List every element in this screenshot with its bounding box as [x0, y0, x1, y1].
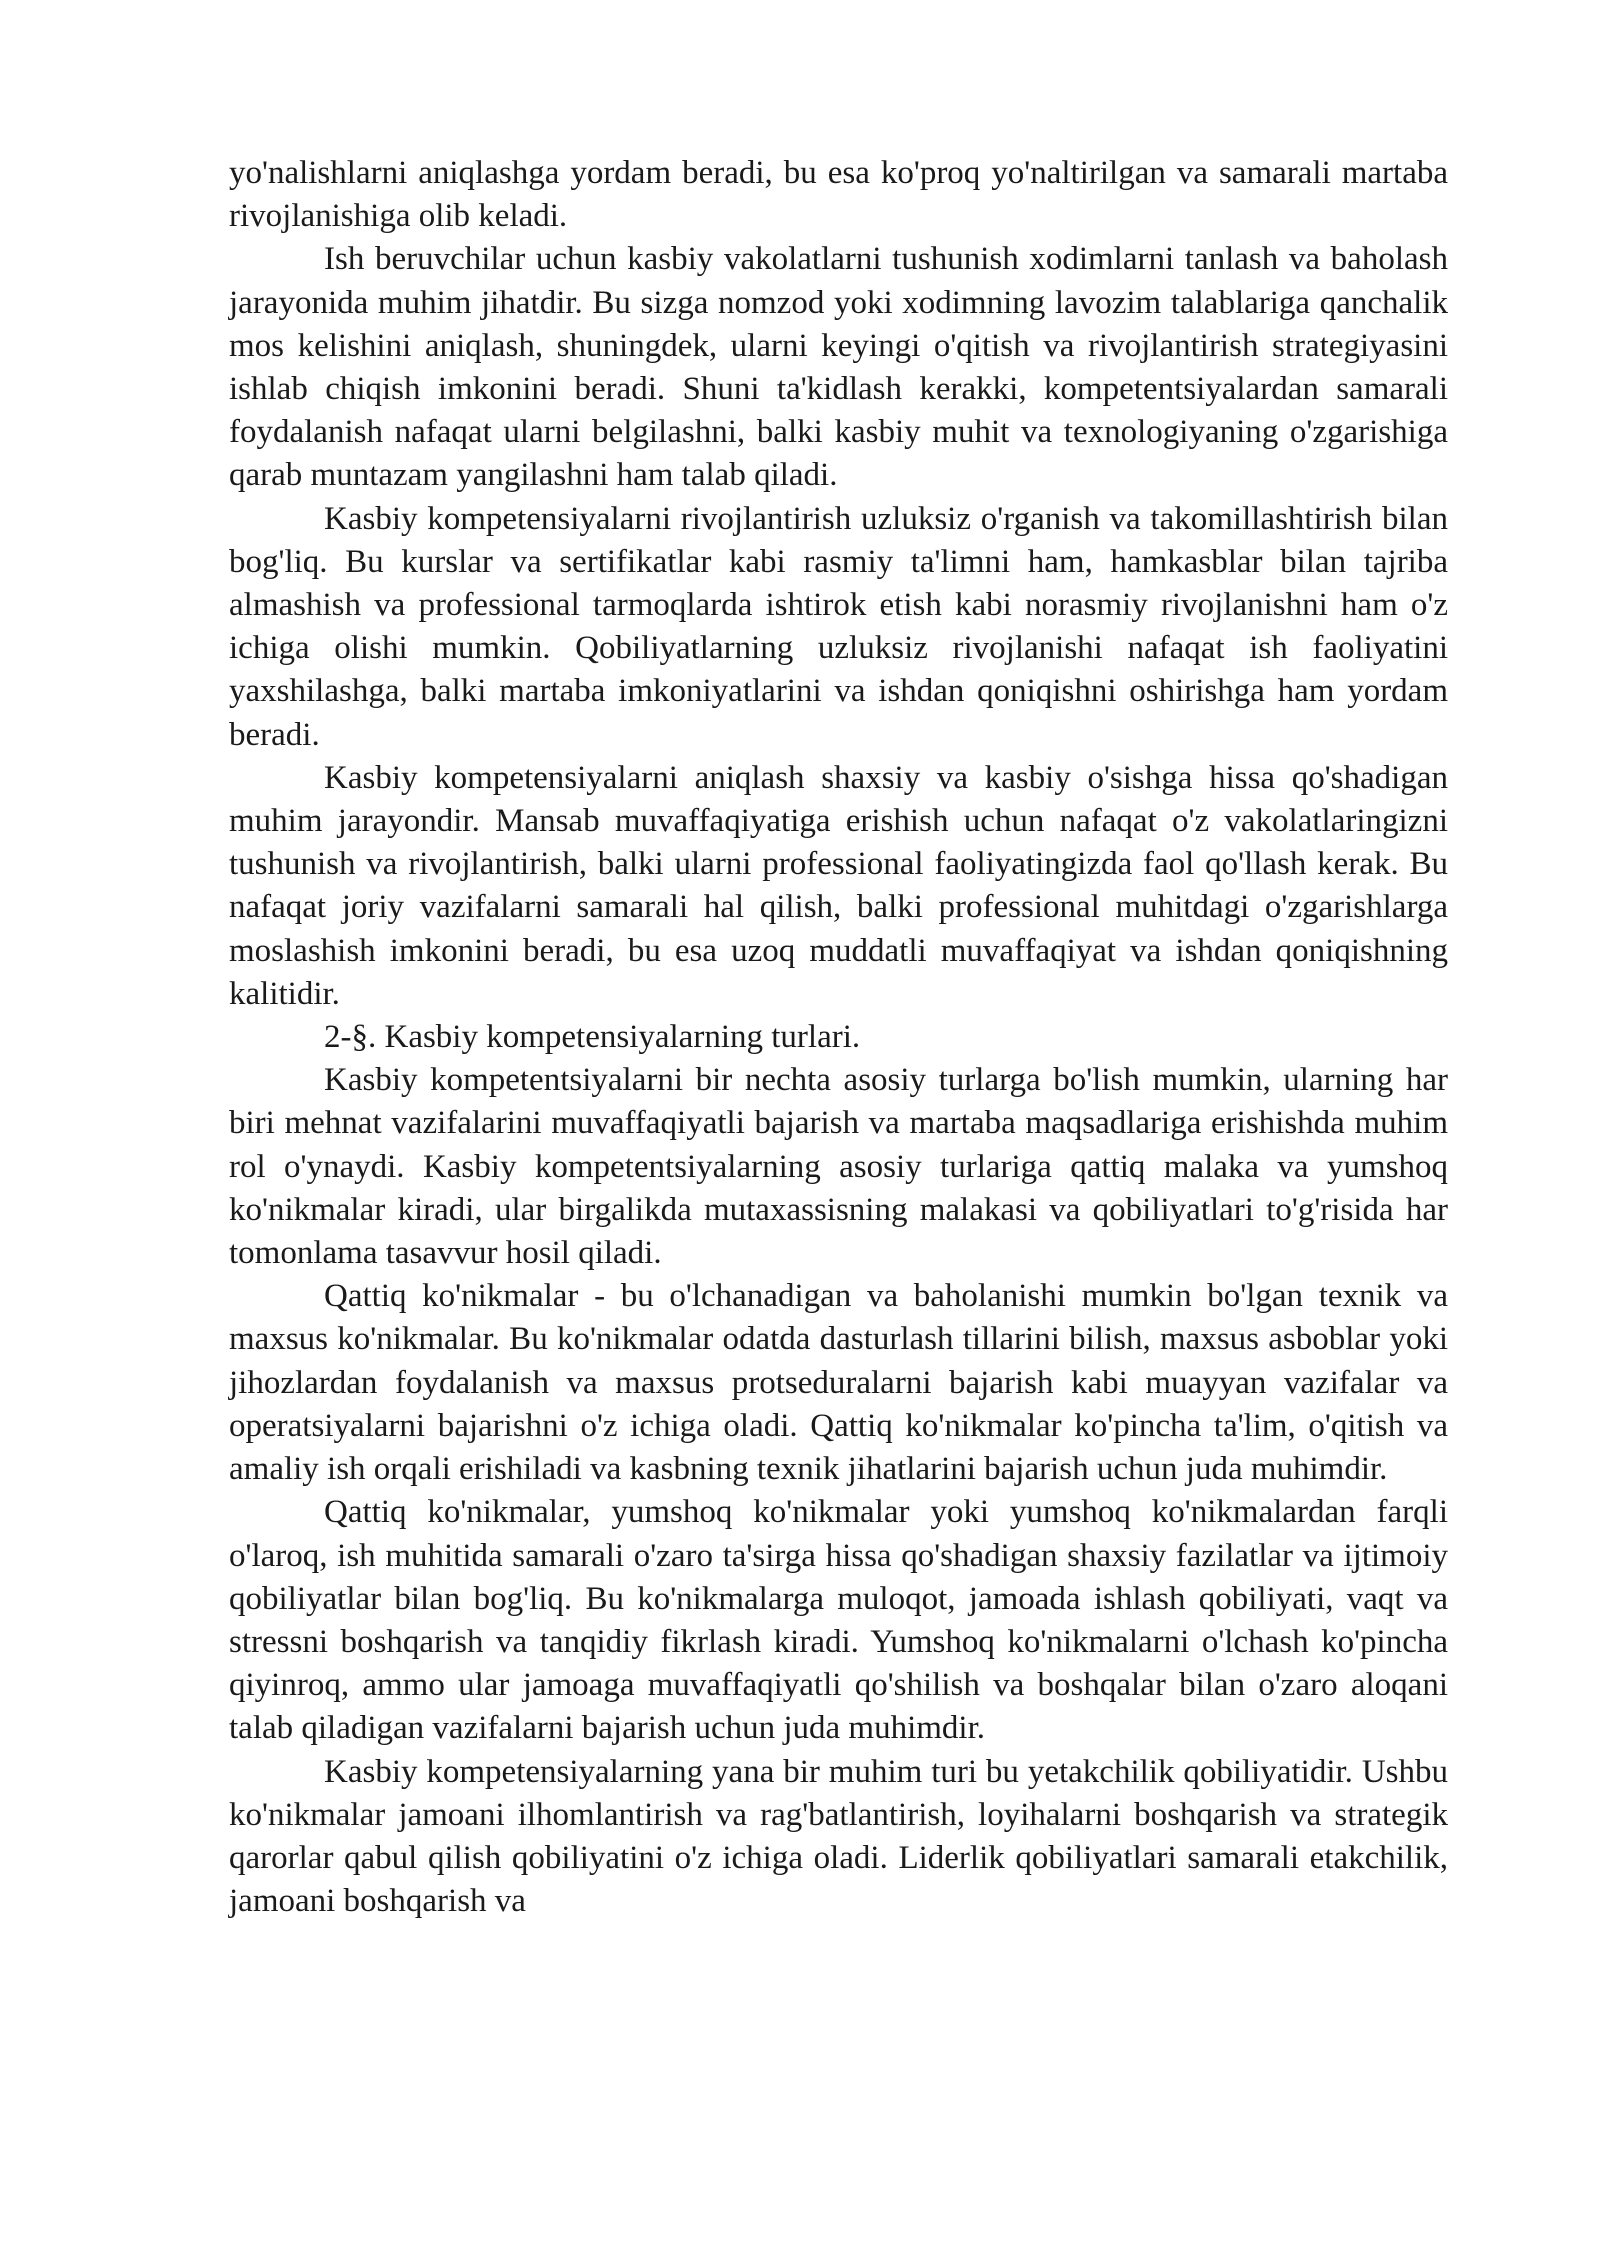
paragraph-leadership: Kasbiy kompetensiyalarning yana bir muhim turi bu yetakchilik qobiliyatidir. Ushbu ko'nikmalar jamoani ilhomlantirish va rag'batlantirish, loyihalarni boshqarish va strategik qarorlar qabul qilish qobiliyatini o'z ichiga oladi. Liderlik qobiliyatlari samarali etakchilik, jamoani boshqarish va	[229, 1753, 1448, 1920]
paragraph-development: Kasbiy kompetensiyalarni rivojlantirish uzluksiz o'rganish va takomillashtirish bilan bog'liq. Bu kurslar va sertifikatlar kabi rasmiy ta'limni ham, hamkasblar bilan tajriba almashish va professional tarmoqlarda ishtirok etish kabi norasmiy rivojlanishni ham o'z ichiga olishi mumkin. Qobiliyatlarning uzluksiz rivojlanishi nafaqat ish faoliyatini yaxshilashga, balki martaba imkoniyatlarini va ishdan qoniqishni oshirishga ham yordam beradi.	[229, 500, 1448, 753]
document-page	[229, 152, 1448, 1923]
paragraph-identification: Kasbiy kompetensiyalarni aniqlash shaxsiy va kasbiy o'sishga hissa qo'shadigan muhim jarayondir. Mansab muvaffaqiyatiga erishish uchun nafaqat o'z vakolatlaringizni tushunish va rivojlantirish, balki ularni professional faoliyatingizda faol qo'llash kerak. Bu nafaqat joriy vazifalarni samarali hal qilish, balki professional muhitdagi o'zgarishlarga moslashish imkonini beradi, bu esa uzoq muddatli muvaffaqiyat va ishdan qoniqishning kalitidir.	[229, 759, 1448, 1012]
section-heading: 2-§. Kasbiy kompetensiyalarning turlari.	[324, 1019, 861, 1056]
paragraph-continuation: yo'nalishlarni aniqlashga yordam beradi, bu esa ko'proq yo'naltirilgan va samarali martaba rivojlanishiga olib keladi.	[229, 155, 1448, 235]
paragraph-soft-skills: Qattiq ko'nikmalar, yumshoq ko'nikmalar yoki yumshoq ko'nikmalardan farqli o'laroq, ish muhitida samarali o'zaro ta'sirga hissa qo'shadigan shaxsiy fazilatlar va ijtimoiy qobiliyatlar bilan bog'liq. Bu ko'nikmalarga muloqot, jamoada ishlash qobiliyati, vaqt va stressni boshqarish va tanqidiy fikrlash kiradi. Yumshoq ko'nikmalarni o'lchash ko'pincha qiyinroq, ammo ular jamoaga muvaffaqiyatli qo'shilish va boshqalar bilan o'zaro aloqani talab qiladigan vazifalarni bajarish uchun juda muhimdir.	[229, 1494, 1448, 1747]
paragraph-hard-skills: Qattiq ko'nikmalar - bu o'lchanadigan va baholanishi mumkin bo'lgan texnik va maxsus ko'nikmalar. Bu ko'nikmalar odatda dasturlash tillarini bilish, maxsus asboblar yoki jihozlardan foydalanish va maxsus protseduralarni bajarish kabi muayyan vazifalar va operatsiyalarni bajarishni o'z ichiga oladi. Qattiq ko'nikmalar ko'pincha ta'lim, o'qitish va amaliy ish orqali erishiladi va kasbning texnik jihatlarini bajarish uchun juda muhimdir.	[229, 1278, 1448, 1488]
paragraph-types: Kasbiy kompetentsiyalarni bir nechta asosiy turlarga bo'lish mumkin, ularning har biri mehnat vazifalarini muvaffaqiyatli bajarish va martaba maqsadlariga erishishda muhim rol o'ynaydi. Kasbiy kompetentsiyalarning asosiy turlariga qattiq malaka va yumshoq ko'nikmalar kiradi, ular birgalikda mutaxassisning malakasi va qobiliyatlari to'g'risida har tomonlama tasavvur hosil qiladi.	[229, 1062, 1448, 1272]
paragraph-employers: Ish beruvchilar uchun kasbiy vakolatlarni tushunish xodimlarni tanlash va baholash jarayonida muhim jihatdir. Bu sizga nomzod yoki xodimning lavozim talablariga qanchalik mos kelishini aniqlash, shuningdek, ularni keyingi o'qitish va rivojlantirish strategiyasini ishlab chiqish imkonini beradi. Shuni ta'kidlash kerakki, kompetentsiyalardan samarali foydalanish nafaqat ularni belgilashni, balki kasbiy muhit va texnologiyaning o'zgarishiga qarab muntazam yangilashni ham talab qiladi.	[229, 241, 1448, 494]
